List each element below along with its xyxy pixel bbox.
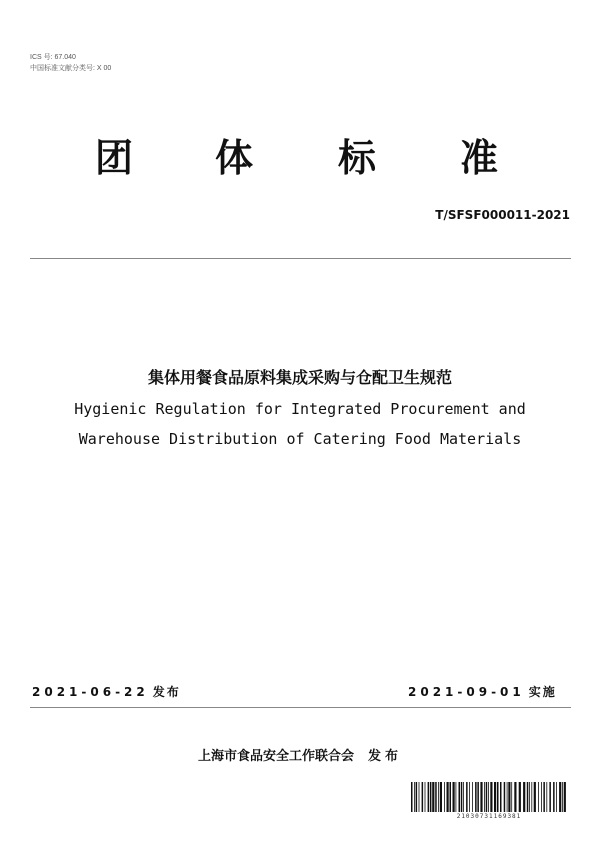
classification-header [30, 52, 111, 74]
barcode-bar [444, 782, 445, 812]
barcode-bar [486, 782, 488, 812]
barcode-bar [556, 782, 557, 812]
barcode-bar [553, 782, 555, 812]
implement-date: 2021-09-01 [408, 685, 525, 699]
barcode-bar [422, 782, 424, 812]
title-char-4: 准 [460, 136, 499, 180]
barcode-bar [508, 782, 510, 812]
barcode-bar [538, 782, 539, 812]
barcode-bar [419, 782, 420, 812]
top-divider [30, 258, 571, 259]
implement-label: 实施 [528, 685, 557, 699]
english-title-line-2: Warehouse Distribution of Catering Food Materials [78, 430, 522, 448]
barcode-bar [504, 782, 506, 812]
barcode-bar [541, 782, 542, 812]
barcode-bar [450, 782, 452, 812]
barcode-bar [453, 782, 455, 812]
barcode-bar [416, 782, 418, 812]
barcode-bar [440, 782, 442, 812]
barcode-bar [500, 782, 502, 812]
barcode-bar [490, 782, 492, 812]
barcode-bar [564, 782, 566, 812]
barcode-bar [425, 782, 426, 812]
english-title-line-1: Hygienic Regulation for Integrated Procurement and [74, 400, 526, 418]
barcode-number: 21030731169381 [456, 813, 522, 820]
barcode-bar [514, 782, 516, 812]
barcode-bar [472, 782, 473, 812]
barcode-bar [546, 782, 547, 812]
barcode-bar [411, 782, 413, 812]
barcode-bar [527, 782, 529, 812]
barcode-bar [475, 782, 477, 812]
barcode-bar [466, 782, 468, 812]
document-type-title [0, 130, 600, 190]
barcode-bar [559, 782, 561, 812]
barcode-bar [463, 782, 464, 812]
barcode-bar [447, 782, 449, 812]
barcode-bar [428, 782, 430, 812]
barcode-bar [511, 782, 512, 812]
barcode-bar [529, 782, 530, 812]
barcode-bar [507, 782, 508, 812]
issuer-label: 发布 [368, 749, 403, 764]
standard-number: T/SFSF000011-2021 [435, 208, 570, 222]
barcode-bar [456, 782, 457, 812]
chinese-title: 集体用餐食品原料集成采购与仓配卫生规范 [147, 368, 452, 387]
title-char-3: 标 [338, 136, 377, 180]
title-char-1: 团 [95, 136, 134, 180]
barcode-bar [459, 782, 461, 812]
barcode-bar [494, 782, 496, 812]
barcode-bar [469, 782, 470, 812]
barcode-bar [484, 782, 485, 812]
barcode-bar [430, 782, 432, 812]
barcode-bar [461, 782, 463, 812]
barcode-bar [519, 782, 521, 812]
bottom-divider [30, 707, 571, 708]
barcode-bar [523, 782, 525, 812]
title-char-2: 体 [215, 136, 254, 180]
barcode-bar [432, 782, 434, 812]
barcode-bar [488, 782, 489, 812]
ics-number: ICS 号: 67.040 [30, 54, 76, 61]
ccs-number: 中国标准文献分类号: X 00 [30, 65, 112, 72]
barcode-bar [414, 782, 415, 812]
barcode-bar [438, 782, 439, 812]
issuer-name: 上海市食品安全工作联合会 [197, 749, 354, 764]
barcode-bar [435, 782, 437, 812]
barcode-bar [497, 782, 499, 812]
publish-label: 发布 [152, 685, 181, 699]
barcode-bar [531, 782, 532, 812]
barcode-bar [549, 782, 551, 812]
issuer-line [0, 745, 600, 764]
barcode-bar [543, 782, 545, 812]
implement-date-block [408, 683, 557, 700]
barcode-bar [562, 782, 563, 812]
barcode-bar [480, 782, 482, 812]
barcode-bar [534, 782, 536, 812]
barcode-bar [477, 782, 479, 812]
publish-date: 2021-06-22 [32, 685, 149, 699]
publish-date-block [32, 683, 181, 700]
